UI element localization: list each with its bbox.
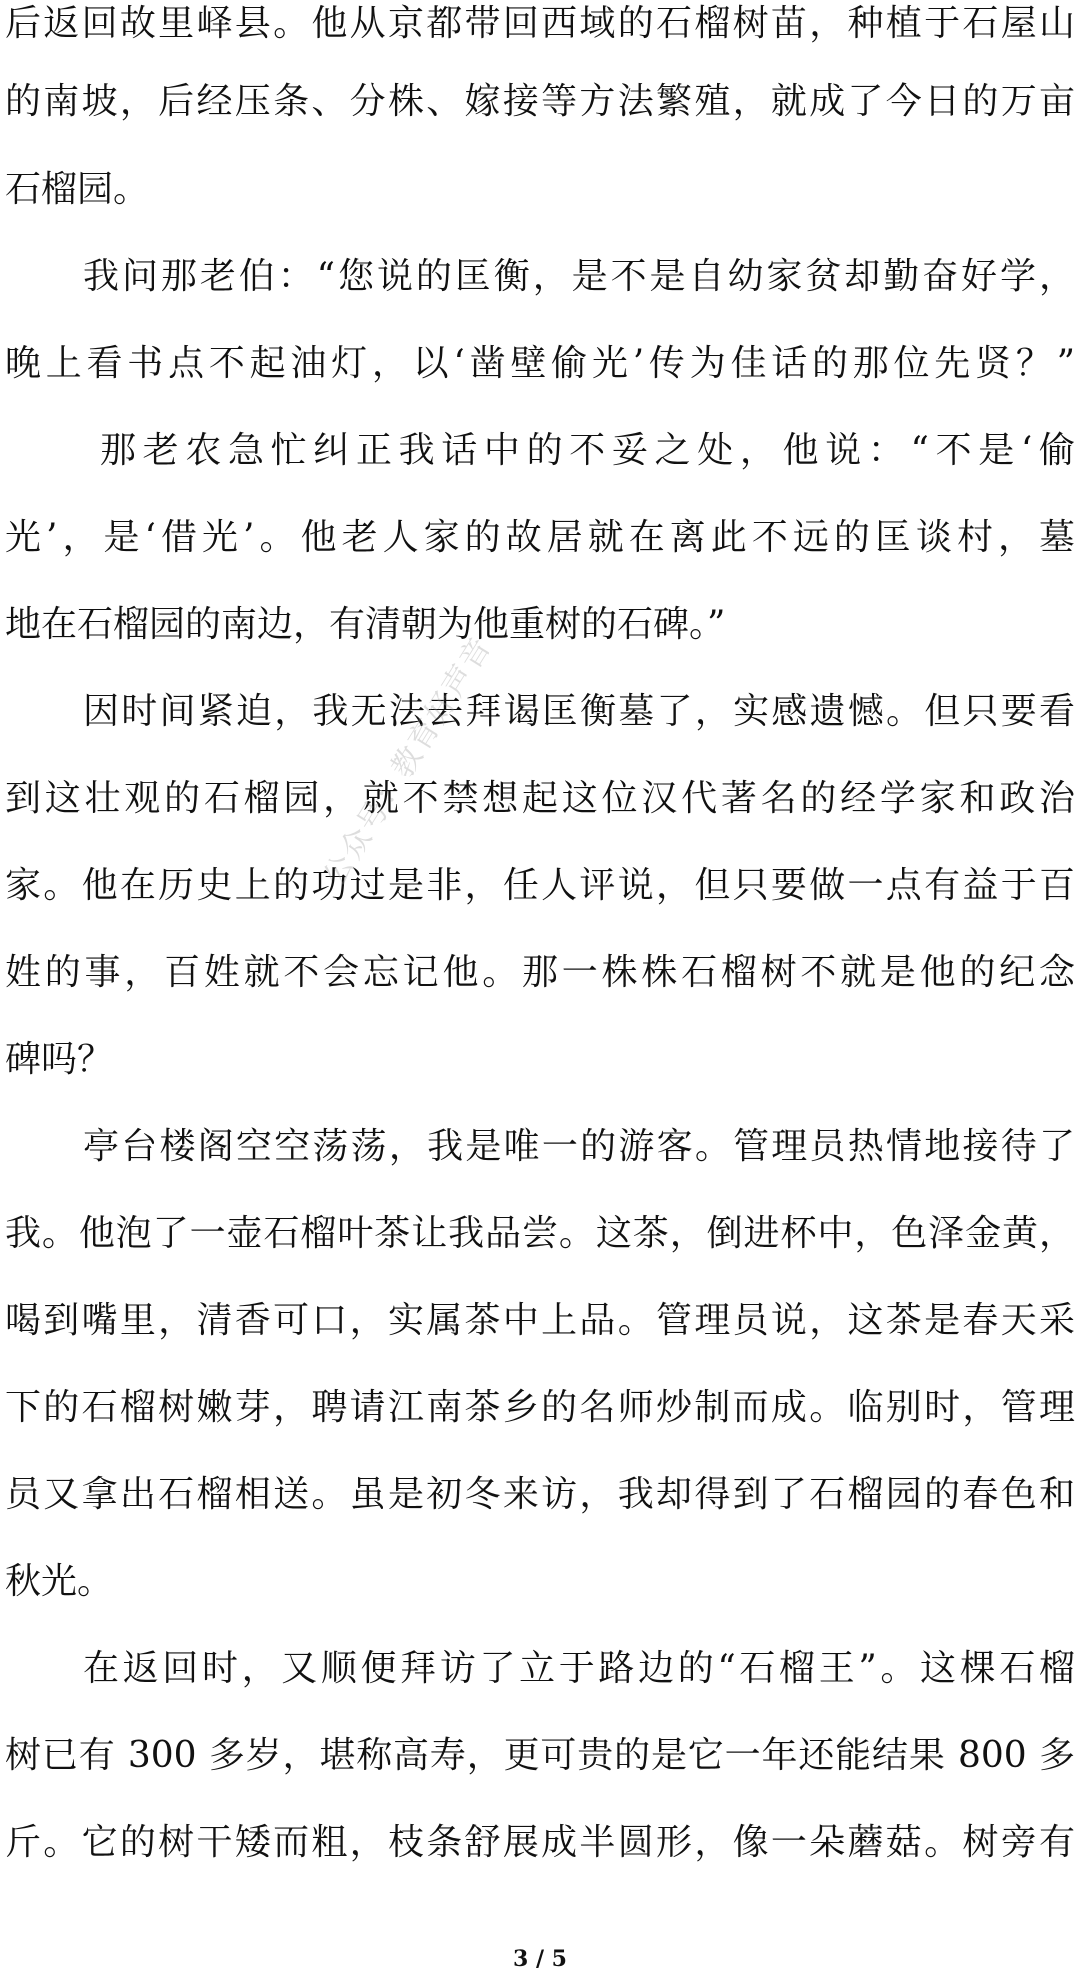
text-line: 后返回故里峄县。他从京都带回西域的石榴树苗，种植于石屋山 xyxy=(5,3,1075,44)
text-line: 亭台楼阁空空荡荡，我是唯一的游客。管理员热情地接待了 xyxy=(83,1126,1075,1167)
text-line: 那老农急忙纠正我话中的不妥之处，他说：“不是‘偷 xyxy=(100,430,1075,471)
text-line: 因时间紧迫，我无法去拜谒匡衡墓了，实感遗憾。但只要看 xyxy=(83,691,1075,732)
text-line: 我问那老伯：“您说的匡衡，是不是自幼家贫却勤奋好学， xyxy=(83,256,1075,297)
text-line: 树已有 300 多岁，堪称高寿，更可贵的是它一年还能结果 800 多 xyxy=(5,1735,1075,1776)
text-line: 到这壮观的石榴园，就不禁想起这位汉代著名的经学家和政治 xyxy=(5,778,1075,819)
text-line: 地在石榴园的南边，有清朝为他重树的石碑。” xyxy=(5,604,726,645)
text-line: 喝到嘴里，清香可口，实属茶中上品。管理员说，这茶是春天采 xyxy=(5,1300,1075,1341)
text-line: 我。他泡了一壶石榴叶茶让我品尝。这茶，倒进杯中，色泽金黄， xyxy=(5,1213,1075,1254)
text-line: 石榴园。 xyxy=(5,169,150,210)
text-line: 员又拿出石榴相送。虽是初冬来访，我却得到了石榴园的春色和 xyxy=(5,1474,1075,1515)
text-line: 的南坡，后经压条、分株、嫁接等方法繁殖，就成了今日的万亩 xyxy=(5,81,1075,122)
text-line: 晚上看书点不起油灯，以‘凿壁偷光’传为佳话的那位先贤？” xyxy=(5,343,1075,384)
text-line: 斤。它的树干矮而粗，枝条舒展成半圆形，像一朵蘑菇。树旁有 xyxy=(5,1822,1075,1863)
text-line: 姓的事，百姓就不会忘记他。那一株株石榴树不就是他的纪念 xyxy=(5,952,1075,993)
page-number: 3 / 5 xyxy=(513,1946,567,1972)
text-line: 家。他在历史上的功过是非，任人评说，但只要做一点有益于百 xyxy=(5,865,1075,906)
text-line: 在返回时，又顺便拜访了立于路边的“石榴王”。这棵石榴 xyxy=(83,1648,1075,1689)
text-line: 下的石榴树嫩芽，聘请江南茶乡的名师炒制而成。临别时，管理 xyxy=(5,1387,1075,1428)
text-line: 碑吗？ xyxy=(5,1039,114,1080)
text-line: 秋光。 xyxy=(5,1561,114,1602)
watermark: 公众号：教育好声音 xyxy=(316,630,500,893)
text-line: 光’，是‘借光’。他老人家的故居就在离此不远的匡谈村，墓 xyxy=(5,517,1075,558)
